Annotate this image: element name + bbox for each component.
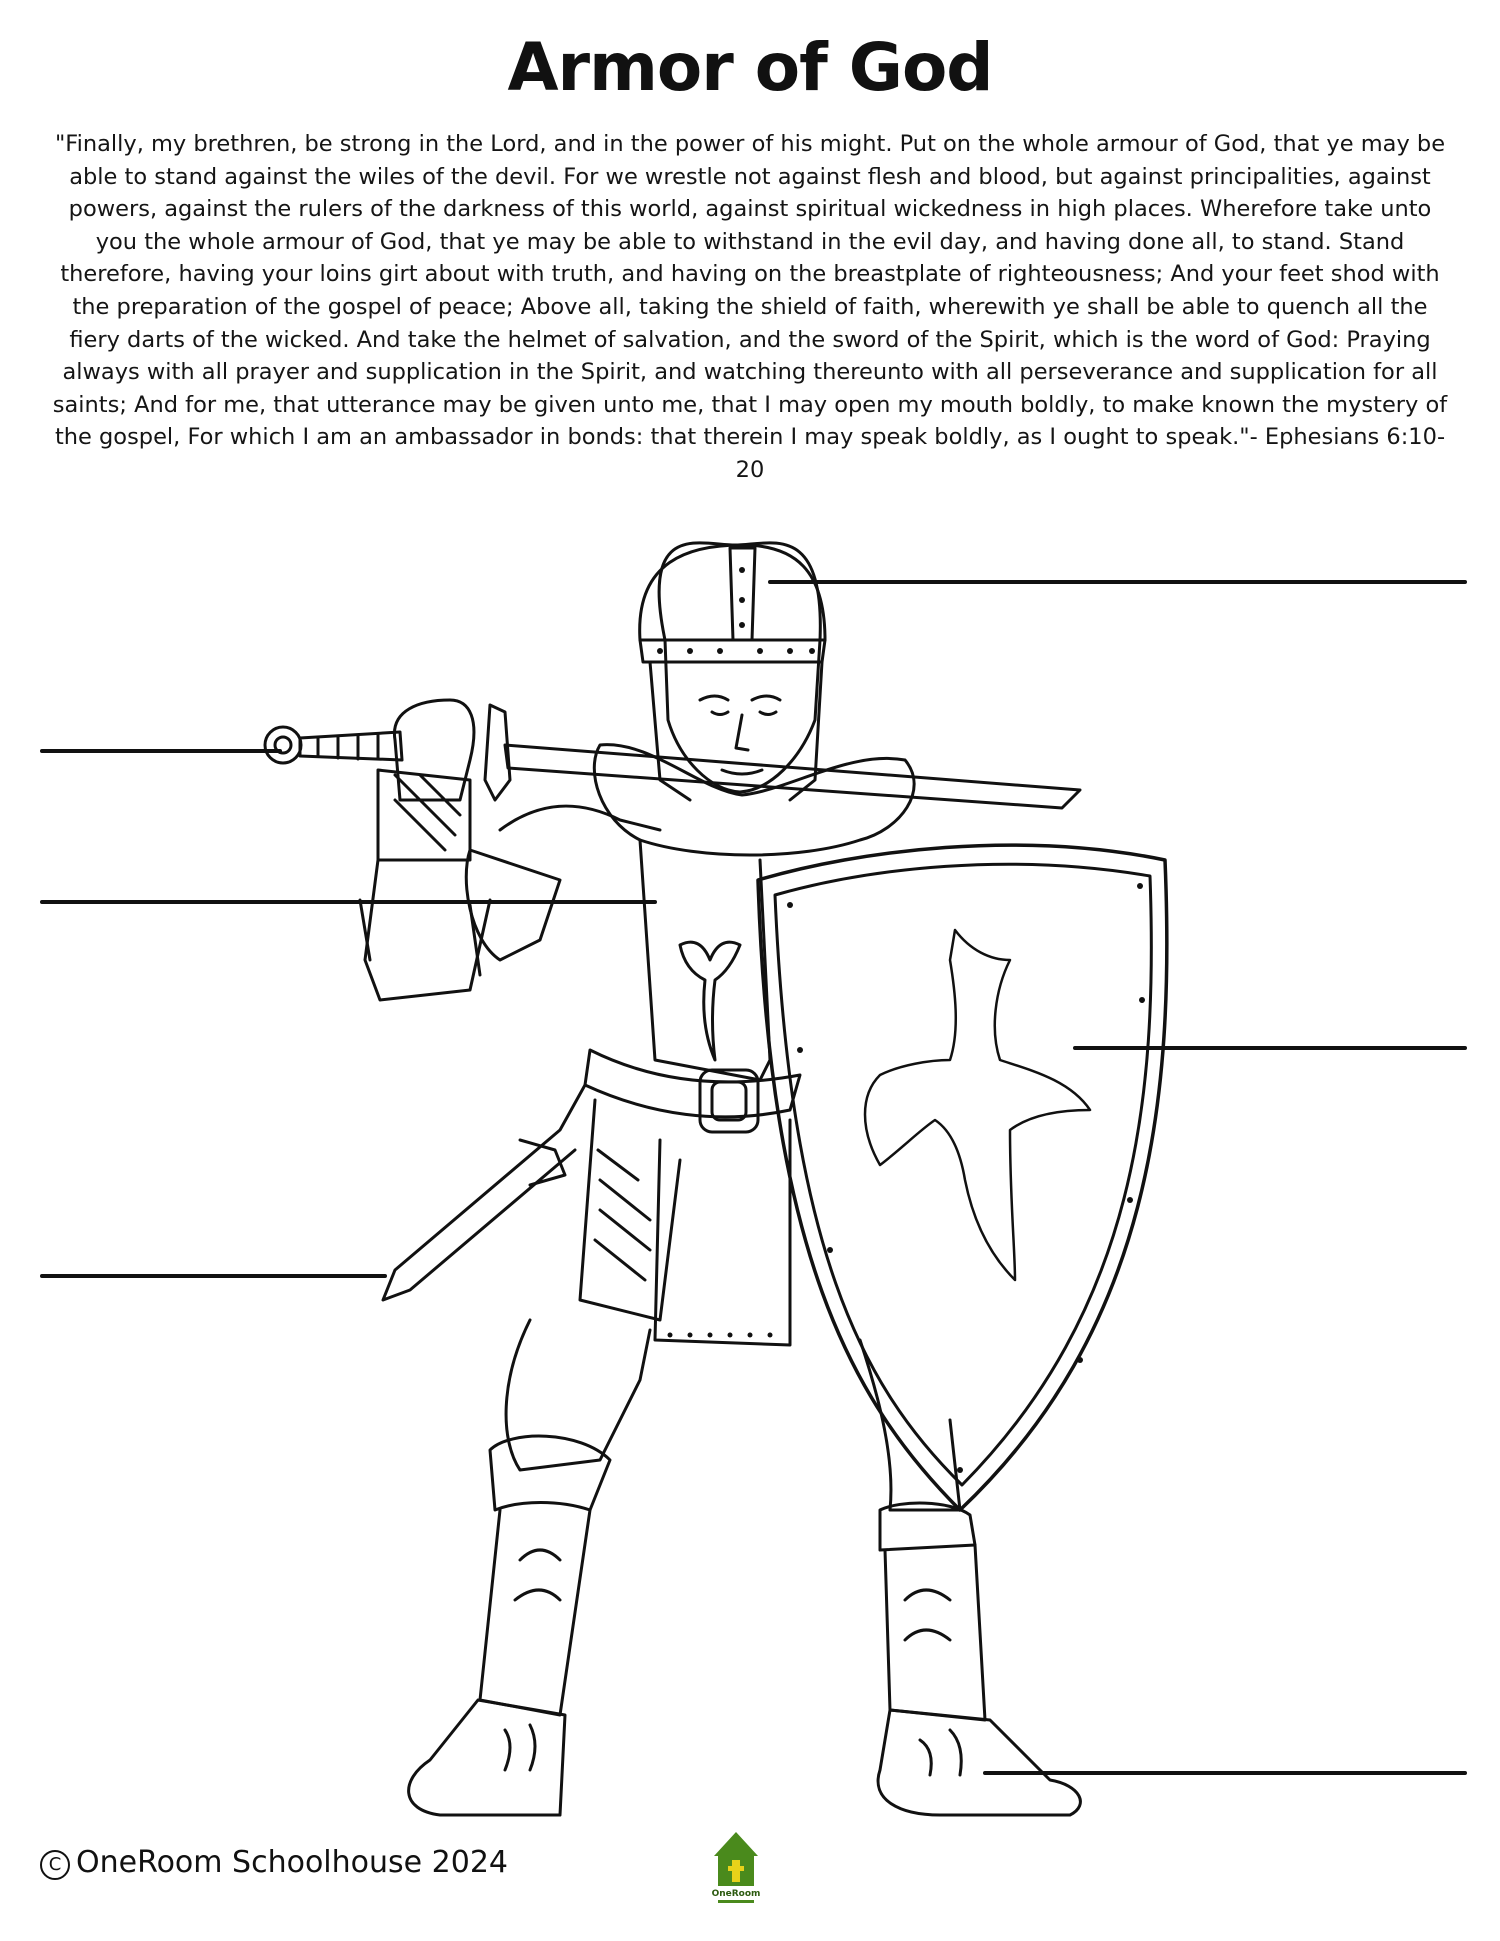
sword <box>265 705 1080 808</box>
page-title: Armor of God <box>507 29 993 106</box>
schoolhouse-logo-icon <box>712 1830 760 1908</box>
scripture-passage: "Finally, my brethren, be strong in the Lord, and in the power of his might. Put on the whole armour of God, that ye may be able to stand against the wiles of the devil. For we wrestle not against flesh and blood, but against principalities, against powers, against the rulers of the darkness of this world, against spiritual wickedness in high places. Wherefore take unto you the whole armour of God, that ye may be able to withstand in the evil day, and having done all, to stand. Stand therefore, having your loins girt about with truth, and having on the breastplate of righteousness; And your feet shod with the preparation of the gospel of peace; Above all, taking the shield of faith, wherewith ye shall be able to quench all the fiery darts of the wicked. And take the helmet of salvation, and the sword of the Spirit, which is the word of God: Praying always with all prayer and supplication in the Spirit, and watching thereunto with all perseverance and supplication for all saints; And for me, that utterance may be given unto me, that I may open my mouth boldly, to make known the mystery of the gospel, For which I am an ambassador in bonds: that therein I may speak boldly, as I ought to speak."- Ephesians 6:10-20 <box>52 131 1448 483</box>
label-lines <box>42 582 1465 1773</box>
copyright-footer <box>40 1843 508 1883</box>
belt <box>383 1050 800 1300</box>
breastplate <box>466 745 914 1080</box>
tunic <box>580 1100 790 1345</box>
copyright-text: OneRoom Schoolhouse 2024 <box>76 1845 508 1880</box>
shoes <box>409 1700 1081 1815</box>
logo-wordmark: OneRoom <box>712 1889 760 1899</box>
shield <box>758 845 1167 1510</box>
copyright-icon: C <box>40 1850 70 1880</box>
legs <box>480 1320 985 1720</box>
